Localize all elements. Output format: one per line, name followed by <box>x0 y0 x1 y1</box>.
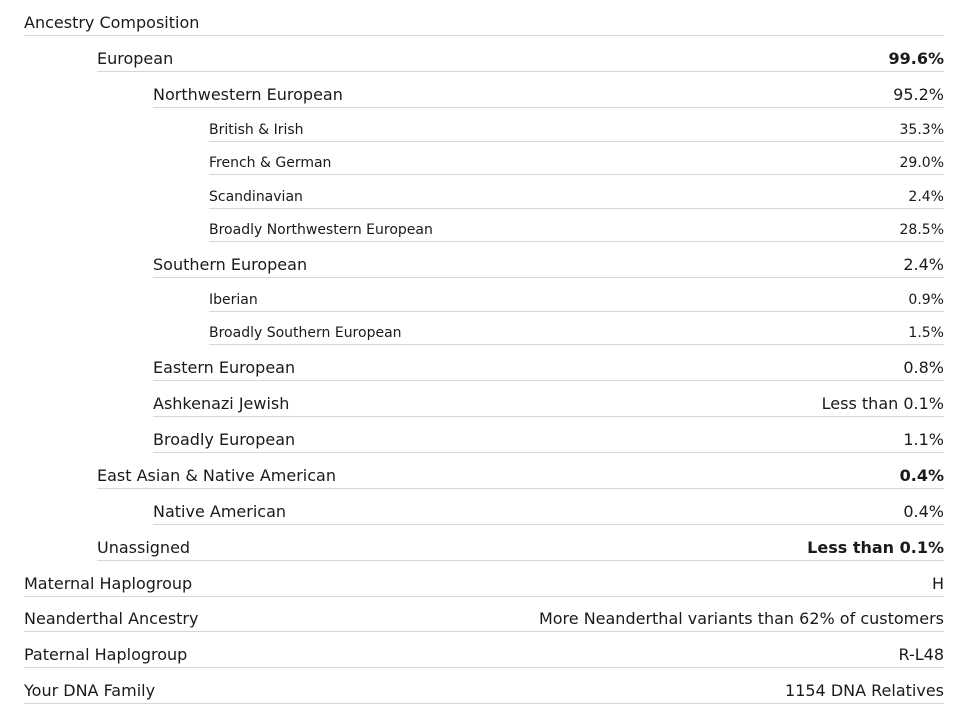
row-label: Southern European <box>153 255 308 274</box>
row-label: Scandinavian <box>209 189 303 205</box>
ancestry-composition-title: Ancestry Composition <box>24 13 200 32</box>
row-value: 29.0% <box>899 155 944 171</box>
row-broadly-southern-european <box>209 319 944 345</box>
row-broadly-european <box>153 425 944 453</box>
row-label: Eastern European <box>153 358 296 377</box>
row-value: 0.4% <box>903 502 944 521</box>
row-label: Broadly Northwestern European <box>209 222 433 238</box>
row-british-irish <box>209 116 944 142</box>
row-your-dna-family <box>24 676 944 704</box>
row-maternal-haplogroup <box>24 569 944 597</box>
row-label: Broadly Southern European <box>209 325 402 341</box>
row-label: Neanderthal Ancestry <box>24 609 199 628</box>
row-label: British & Irish <box>209 122 304 138</box>
row-label: Broadly European <box>153 430 296 449</box>
row-native-american <box>153 497 944 525</box>
row-label: Iberian <box>209 292 258 308</box>
row-value: 1.5% <box>908 325 944 341</box>
row-value: 0.8% <box>903 358 944 377</box>
row-value: 99.6% <box>888 49 944 68</box>
row-scandinavian <box>209 183 944 209</box>
row-value: R-L48 <box>898 645 944 664</box>
row-label: Maternal Haplogroup <box>24 574 193 593</box>
row-french-german <box>209 149 944 175</box>
row-label: European <box>97 49 174 68</box>
row-european <box>97 44 944 72</box>
row-value: 28.5% <box>899 222 944 238</box>
row-value: 35.3% <box>899 122 944 138</box>
row-label: East Asian & Native American <box>97 466 336 485</box>
row-ashkenazi-jewish <box>153 389 944 417</box>
row-southern-european <box>153 250 944 278</box>
row-value: Less than 0.1% <box>807 538 944 557</box>
row-label: Your DNA Family <box>24 681 156 700</box>
row-value: 2.4% <box>908 189 944 205</box>
row-value: Less than 0.1% <box>821 394 944 413</box>
row-neanderthal-ancestry <box>24 604 944 632</box>
row-value: H <box>931 574 944 593</box>
row-label: Native American <box>153 502 287 521</box>
row-east-asian-native-american <box>97 461 944 489</box>
row-label: Unassigned <box>97 538 191 557</box>
row-value: More Neanderthal variants than 62% of customers <box>538 609 944 628</box>
row-label: Ashkenazi Jewish <box>153 394 290 413</box>
row-label: Northwestern European <box>153 85 343 104</box>
row-value: 1.1% <box>903 430 944 449</box>
row-eastern-european <box>153 353 944 381</box>
row-value: 0.9% <box>908 292 944 308</box>
row-label: Paternal Haplogroup <box>24 645 188 664</box>
row-value: 95.2% <box>893 85 944 104</box>
row-broadly-northwestern-european <box>209 216 944 242</box>
row-value: 2.4% <box>903 255 944 274</box>
row-unassigned <box>97 533 944 561</box>
row-iberian <box>209 286 944 312</box>
row-value: 1154 DNA Relatives <box>785 681 944 700</box>
row-label: French & German <box>209 155 332 171</box>
row-northwestern-european <box>153 80 944 108</box>
row-value: 0.4% <box>899 466 944 485</box>
row-paternal-haplogroup <box>24 640 944 668</box>
section-title-row <box>24 8 944 36</box>
